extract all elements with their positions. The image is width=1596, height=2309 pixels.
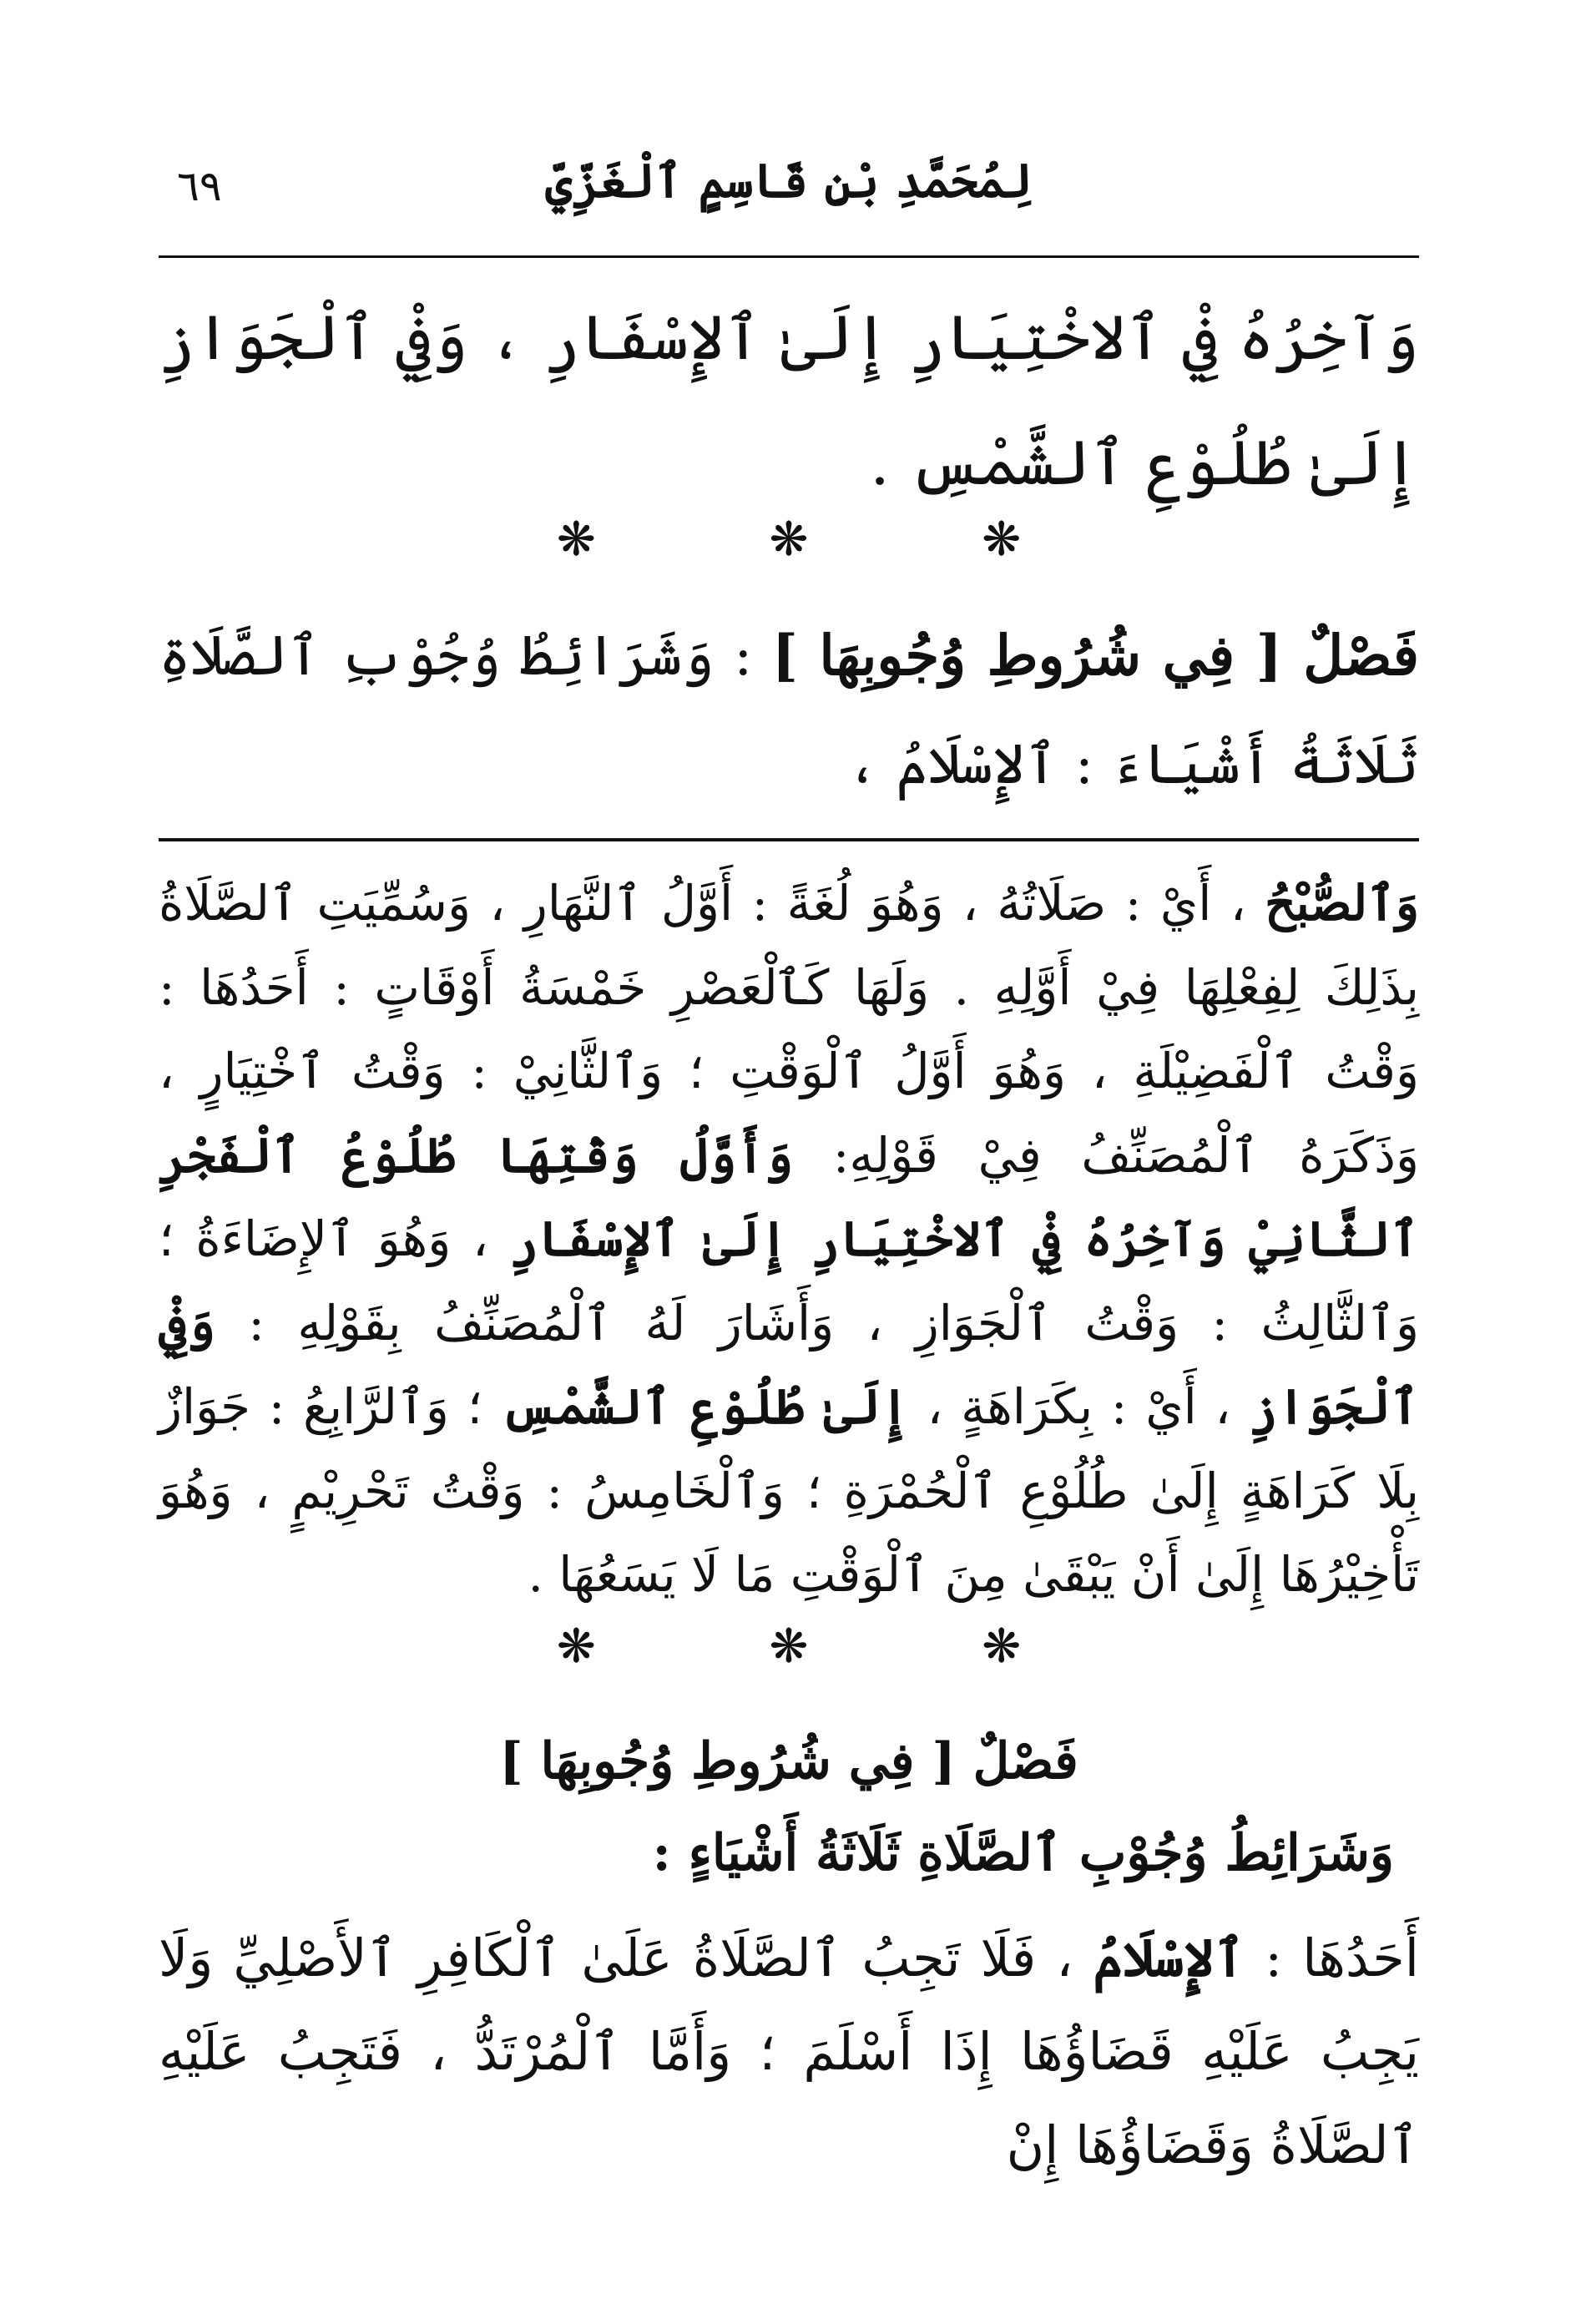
fasl-heading-inline: فَصْلٌ [ فِي شُرُوطِ وُجُوبِهَا ] xyxy=(771,623,1420,688)
commentary-bold-4: إِلَىٰ طُلُوْعِ ٱلشَّمْسِ xyxy=(500,1378,909,1435)
matn-paragraph-fasl xyxy=(159,601,1419,819)
commentary-text xyxy=(159,861,1419,1617)
last-plain-2: ، فَلَا تَجِبُ ٱلصَّلَاةُ عَلَىٰ ٱلْكَافِرِ ٱلأَصْلِيِّ وَلَا يَجِبُ عَلَيْهِ قَضَاؤُهَا إِذَا أَسْلَمَ ؛ وَأَمَّا ٱلْمُرْتَدُّ ، فَتَجِبُ عَلَيْهِ ٱلصَّلَاةُ وَقَضَاؤُهَا إِنْ xyxy=(159,1928,1419,2175)
last-plain-1: أَحَدُهَا : xyxy=(1245,1928,1419,1988)
last-paragraph xyxy=(159,1912,1419,2192)
matn-fasl-text: : وَشَرَائِطُ وُجُوْبِ ٱلصَّلَاةِ ثَلَاثَةُ أَشْيَاءَ : ٱلإِسْلَامُ ، xyxy=(159,624,1419,796)
commentary-paragraph xyxy=(159,861,1419,1617)
running-title: لِمُحَمَّدِ بْنِ قَاسِمٍ ٱلْغَزِّيِّ xyxy=(545,154,1033,209)
matn-paragraph-top xyxy=(159,275,1419,526)
star-separator-2: ❋ ❋ ❋ xyxy=(556,1619,1022,1674)
star-separator: ❋ ❋ ❋ xyxy=(556,513,1022,567)
commentary-plain-3: ، أَيْ : بِكَرَاهَةٍ ، xyxy=(908,1378,1250,1435)
fasl-section-title: فَصْلٌ [ فِي شُرُوطِ وُجُوبِهَا ] xyxy=(499,1732,1078,1791)
header-divider xyxy=(159,255,1419,258)
last-bold-1: ٱلإِسْلَامُ xyxy=(1093,1928,1245,1988)
commentary-bold-3: وَفِيْ ٱلْجَوَازِ xyxy=(159,1294,1419,1435)
page-number: ٦٩ xyxy=(177,162,222,210)
commentary-plain-1: ، أَيْ : صَلَاتُهُ ، وَهُوَ لُغَةً : أَوَّلُ ٱلنَّهَارِ ، وَسُمِّيَتِ ٱلصَّلَاةُ بِذَلِكَ لِفِعْلِهَا فِيْ أَوَّلِهِ . وَلَهَا كَٱلْعَصْرِ خَمْسَةُ أَوْقَاتٍ : أَحَدُهَا : وَقْتُ ٱلْفَضِيْلَةِ ، وَهُوَ أَوَّلُ ٱلْوَقْتِ ؛ وَٱلثَّانِيْ : وَقْتُ ٱخْتِيَارٍ ، وَذَكَرَهُ ٱلْمُصَنِّفُ فِيْ قَوْلِهِ: xyxy=(159,875,1419,1184)
matn-commentary-divider xyxy=(159,838,1419,841)
commentary-bold-1: وَٱلصُّبْحُ xyxy=(1265,875,1419,932)
commentary-bold-2: وَأَوَّلُ وَقْتِهَا طُلُوْعُ ٱلْفَجْرِ ٱلثَّانِيْ وَآخِرُهُ فِيْ ٱلاخْتِيَارِ إِلَىٰ ٱلإِسْفَارِ xyxy=(159,1126,1420,1267)
fasl-section-subtitle: وَشَرَائِطُ وُجُوْبِ ٱلصَّلَاةِ ثَلَاثَةُ أَشْيَاءٍ : xyxy=(652,1824,1394,1882)
page-header xyxy=(159,150,1419,242)
matn-text: وَآخِرُهُ فِيْ ٱلاخْتِيَارِ إِلَىٰ ٱلإِسْفَارِ ، وَفِيْ ٱلْجَوَازِ إِلَىٰ طُلُوْعِ ٱلشَّمْسِ . xyxy=(159,302,1419,499)
commentary-plain-4: ؛ وَٱلرَّابِعُ : جَوَازٌ بِلَا كَرَاهَةٍ إِلَىٰ طُلُوْعِ ٱلْحُمْرَةِ ؛ وَٱلْخَامِسُ : وَقْتُ تَحْرِيْمٍ ، وَهُوَ تَأْخِيْرُهَا إِلَىٰ أَنْ يَبْقَىٰ مِنَ ٱلْوَقْتِ مَا لَا يَسَعُهَا . xyxy=(159,1378,1419,1603)
commentary-plain-2: ، وَهُوَ ٱلإِضَاءَةُ ؛ وَٱلثَّالِثُ : وَقْتُ ٱلْجَوَازِ ، وَأَشَارَ لَهُ ٱلْمُصَنِّفُ بِقَوْلِهِ : xyxy=(159,1210,1419,1352)
